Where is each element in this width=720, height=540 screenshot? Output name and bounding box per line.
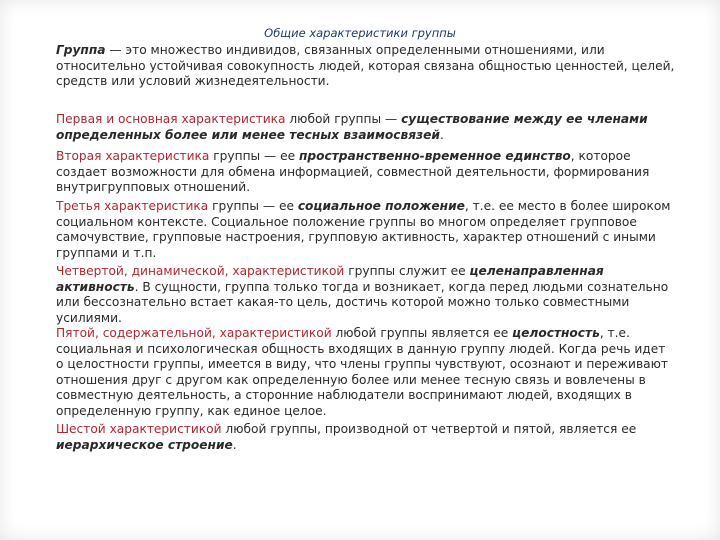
characteristic-text: . В сущности, группа только тогда и возникает, когда перед людьми сознательно или бессознательно встает какая-то цель, достичь которой можно только совместными усилиями. xyxy=(56,279,669,325)
definition-term: Группа xyxy=(56,43,106,57)
characteristic-lead: Вторая характеристика xyxy=(56,149,210,163)
characteristic-lead: Пятой, содержательной, характеристикой xyxy=(56,326,332,340)
slide-title: Общие характеристики группы xyxy=(264,26,456,40)
characteristic-key-term: социальное положение xyxy=(297,199,465,213)
characteristic-text: , т.е. социальная и психологическая общность входящих в данную группу людей. Когда речь идет о целостности группы, имеется в виду, что члены группы чувствуют, осознают и переживают отношения друг с другом как определенную более или менее тесную связь и вовлечены в совместную деятельность, а сторонние наблюдатели воспринимают людей, входящих в определенную группу, как единое целое. xyxy=(56,326,668,418)
characteristic-connector: группы — ее xyxy=(209,149,299,163)
characteristic-paragraph-3 xyxy=(56,199,676,261)
characteristic-key-term: целостность xyxy=(512,326,600,340)
characteristic-lead: Первая и основная характеристика xyxy=(56,112,286,126)
definition-text: — это множество индивидов, связанных определенными отношениями, или относительно устойчивая совокупность людей, которая связана общностью ценностей, целей, средств или условий жизнедеятельности. xyxy=(56,43,675,88)
characteristic-paragraph-1 xyxy=(56,112,676,143)
characteristic-lead: Третья характеристика xyxy=(56,199,209,213)
characteristic-paragraph-2 xyxy=(56,149,676,196)
characteristic-lead: Четвертой, динамической, характеристикой xyxy=(56,264,345,278)
characteristic-key-term: существование между ее членами определенных более или менее тесных взаимосвязей xyxy=(56,112,648,142)
characteristic-text: , т.е. ее место в более широком социальном контексте. Социальное положение группы во многом определяет групповое самочувствие, групповые настроения, групповую активность, характер отношений с иными группами и т.п. xyxy=(56,199,671,260)
characteristic-paragraph-5 xyxy=(56,326,676,419)
characteristic-paragraph-6 xyxy=(56,422,676,453)
characteristic-paragraph-4 xyxy=(56,264,676,326)
characteristic-key-term: иерархическое строение xyxy=(56,437,233,452)
characteristic-connector: любой группы, производной от четвертой и пятой, является ее xyxy=(221,422,637,436)
characteristic-connector: группы служит ее xyxy=(344,264,470,278)
characteristic-connector: любой группы — xyxy=(285,112,402,126)
characteristic-lead: Шестой характеристикой xyxy=(56,422,222,436)
characteristic-connector: группы — ее xyxy=(208,199,298,213)
characteristic-key-term: целенаправленная активность xyxy=(56,264,604,294)
definition-paragraph xyxy=(56,43,676,90)
characteristic-text: , которое создает возможности для обмена информацией, совместной деятельности, формирования внутригрупповых отношений. xyxy=(56,149,650,194)
characteristic-connector: любой группы является ее xyxy=(331,326,513,340)
characteristic-key-term: пространственно-временное единство xyxy=(298,149,571,163)
characteristic-text: . xyxy=(439,127,444,142)
characteristic-text: . xyxy=(232,437,237,452)
